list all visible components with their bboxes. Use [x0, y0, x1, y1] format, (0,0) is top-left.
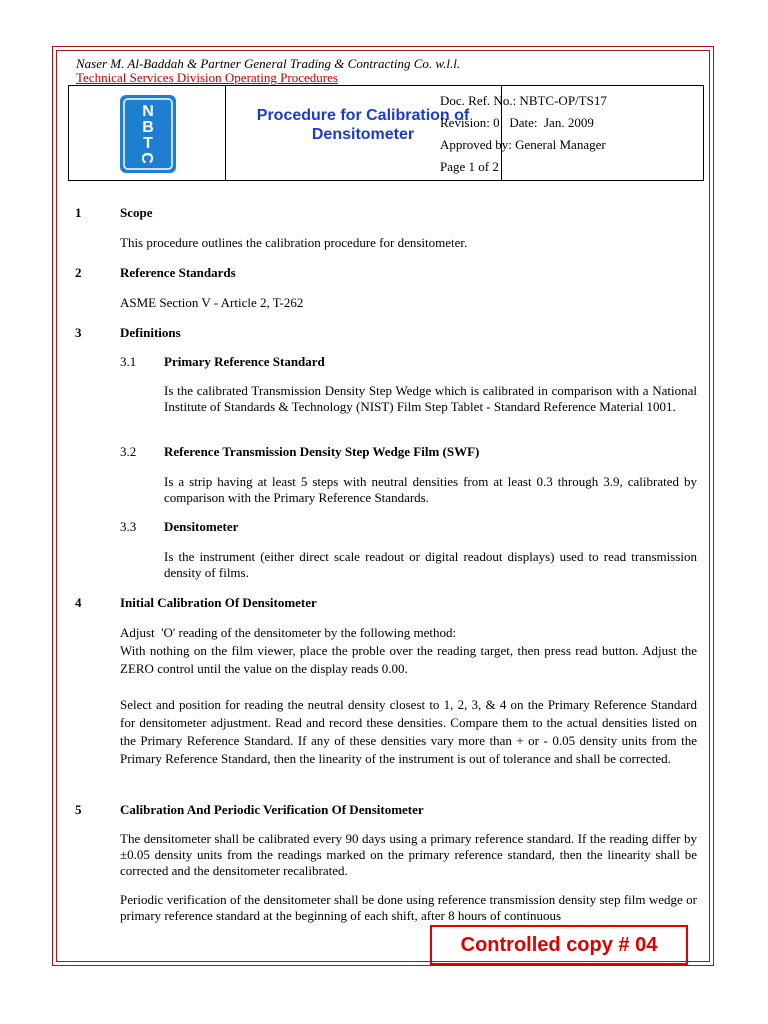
section-2-title: Reference Standards: [120, 265, 236, 280]
section-5-paragraph-1: The densitometer shall be calibrated every 90 days using a primary reference standard. If the reading differ by ±0.05 density units from the readings marked on the primary reference standard, then the linearity shall be corrected and the densitometer recalibrated.: [120, 831, 697, 878]
document-header-table: [68, 85, 704, 181]
revision-date: Revision: 0 Date: Jan. 2009: [440, 115, 594, 130]
section-5-number: 5: [75, 802, 82, 817]
logo-cell: [69, 86, 226, 180]
subsection-3-1-title: Primary Reference Standard: [164, 354, 325, 369]
section-1-text: This procedure outlines the calibration procedure for densitometer.: [120, 235, 468, 250]
logo-letter-c: C: [138, 152, 155, 164]
section-4-line-2: With nothing on the film viewer, place the proble over the reading target, then press read button. Adjust the ZERO control until the value on the display reads 0.00.: [120, 643, 697, 676]
section-5-title: Calibration And Periodic Verification Of Densitometer: [120, 802, 424, 817]
logo-letter-n: N: [142, 103, 154, 120]
subsection-3-3-title: Densitometer: [164, 519, 239, 534]
section-1-number: 1: [75, 205, 82, 220]
section-4-title: Initial Calibration Of Densitometer: [120, 595, 317, 610]
section-5-paragraph-2: Periodic verification of the densitometer shall be done using reference transmission density step film wedge or primary reference standard at the beginning of each shift, after 8 hours of continuous: [120, 892, 697, 923]
approved-by: Approved by: General Manager: [440, 137, 606, 152]
title-line-1: Procedure for Calibration of: [256, 107, 470, 124]
subsection-3-1-text: Is the calibrated Transmission Density Step Wedge which is calibrated in comparison with a National Institute of Standards & Technology (NIST) Film Step Tablet - Standard Reference Material 1001.: [164, 383, 697, 414]
subsection-3-2-number: 3.2: [120, 444, 137, 459]
subsection-3-1-number: 3.1: [120, 354, 137, 369]
section-4-paragraph-2: Select and position for reading the neutral density closest to 1, 2, 3, & 4 on the Primary Reference Standard for densitometer adjustment. Read and record these densities. Compare them to the actual densities listed on the Primary Reference Standard. If any of these densities vary more than + or - 0.05 density units from the Primary Reference Standard, then the linearity of the instrument is out of tolerance and shall be corrected.: [120, 697, 697, 766]
logo-letter-t: T: [143, 135, 153, 152]
section-1-title: Scope: [120, 205, 153, 220]
subsection-3-3-text: Is the instrument (either direct scale readout or digital readout displays) used to read transmission density of films.: [164, 549, 697, 580]
page-border-inner: [56, 50, 710, 962]
subsection-3-2-text: Is a strip having at least 5 steps with neutral densities from at least 0.3 through 3.9, calibrated by comparison with the Primary Reference Standards.: [164, 474, 697, 505]
subsection-3-2-title: Reference Transmission Density Step Wedge Film (SWF): [164, 444, 480, 459]
company-name: Naser M. Al-Baddah & Partner General Trading & Contracting Co. w.l.l.: [76, 56, 461, 71]
section-3-number: 3: [75, 325, 82, 340]
subsection-3-3-number: 3.3: [120, 519, 137, 534]
doc-ref-number: Doc. Ref. No.: NBTC-OP/TS17: [440, 93, 607, 108]
controlled-copy-stamp: Controlled copy # 04: [430, 925, 688, 965]
section-4-line-1: Adjust 'O' reading of the densitometer by the following method:: [120, 625, 457, 640]
logo-letter-b: B: [142, 119, 154, 136]
section-2-number: 2: [75, 265, 82, 280]
nbtc-logo: [119, 94, 177, 174]
page-number: Page 1 of 2: [440, 159, 499, 174]
section-4-number: 4: [75, 595, 82, 610]
title-line-2: Densitometer: [311, 126, 415, 143]
section-3-title: Definitions: [120, 325, 181, 340]
division-title: Technical Services Division Operating Procedures: [76, 70, 338, 85]
section-2-text: ASME Section V - Article 2, T-262: [120, 295, 304, 310]
